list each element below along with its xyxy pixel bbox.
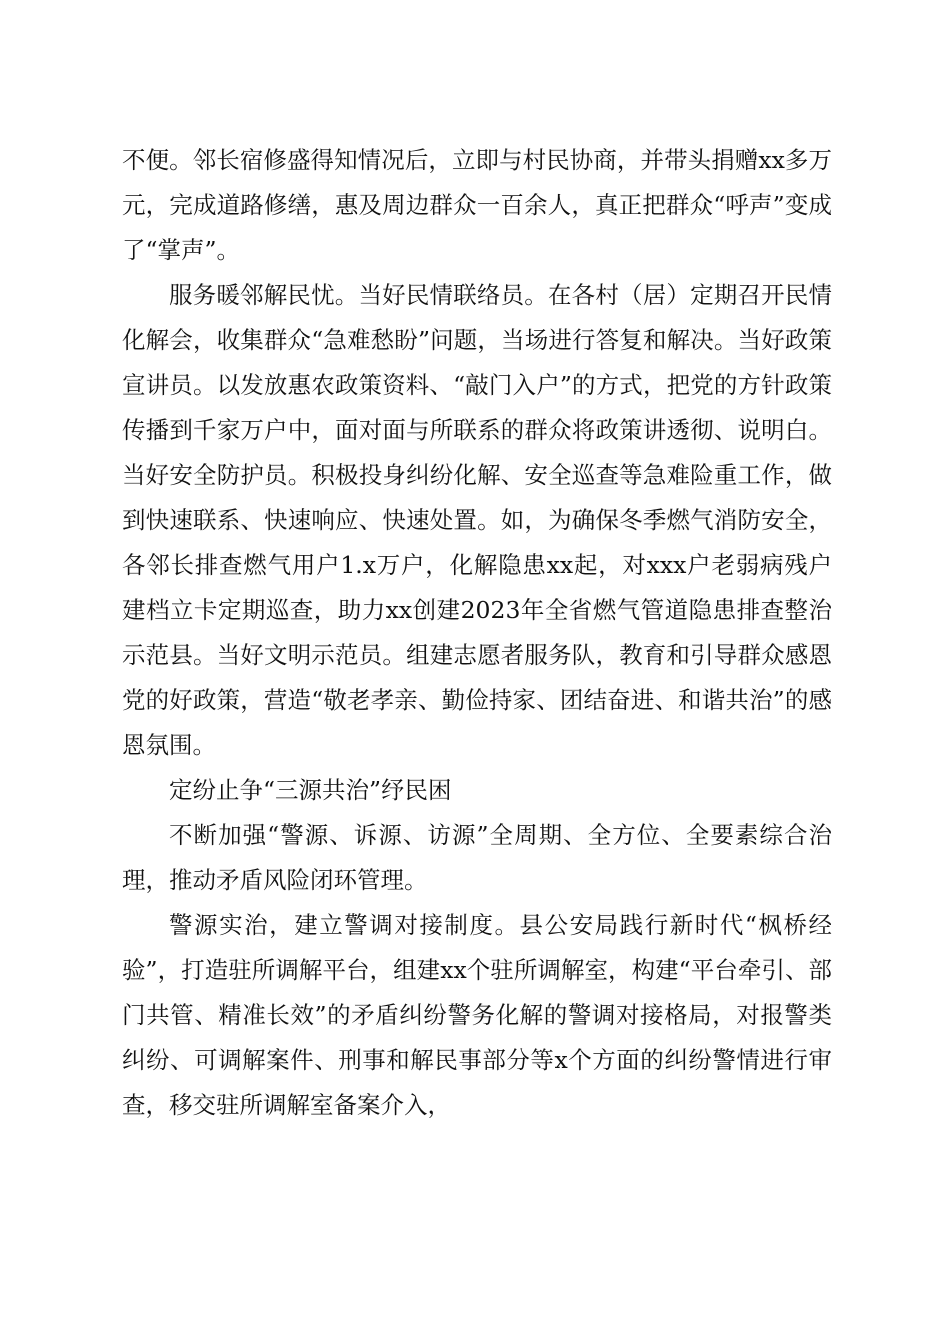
paragraph-police-mediation: 警源实治，建立警调对接制度。县公安局践行新时代“枫桥经验”，打造驻所调解平台，组建xx个驻所调解室，构建“平台牵引、部门共管、精准长效”的矛盾纠纷警务化解的警调对接格局，对报警类纠纷、可调解案件、刑事和解民事部分等x个方面的纠纷警情进行审查，移交驻所调解室备案介入， — [122, 911, 832, 1119]
paragraph-continuation: 不便。邻长宿修盛得知情况后，立即与村民协商，并带头捐赠xx多万元，完成道路修缮，惠及周边群众一百余人，真正把群众“呼声”变成了“掌声”。 — [122, 146, 832, 264]
paragraph-section-intro: 不断加强“警源、诉源、访源”全周期、全方位、全要素综合治理，推动矛盾风险闭环管理。 — [122, 821, 832, 894]
section-heading: 定纷止争“三源共治”纾民困 — [169, 776, 452, 804]
document-body — [122, 138, 832, 1128]
paragraph-neighborly-service: 服务暖邻解民忧。当好民情联络员。在各村（居）定期召开民情化解会，收集群众“急难愁盼”问题，当场进行答复和解决。当好政策宣讲员。以发放惠农政策资料、“敲门入户”的方式，把党的方针政策传播到千家万户中，面对面与所联系的群众将政策讲透彻、说明白。当好安全防护员。积极投身纠纷化解、安全巡查等急难险重工作，做到快速联系、快速响应、快速处置。如，为确保冬季燃气消防安全，各邻长排查燃气用户1.x万户，化解隐患xx起，对xxx户老弱病残户建档立卡定期巡查，助力xx创建2023年全省燃气管道隐患排查整治示范县。当好文明示范员。组建志愿者服务队，教育和引导群众感恩党的好政策，营造“敬老孝亲、勤俭持家、团结奋进、和谐共治”的感恩氛围。 — [122, 281, 832, 759]
